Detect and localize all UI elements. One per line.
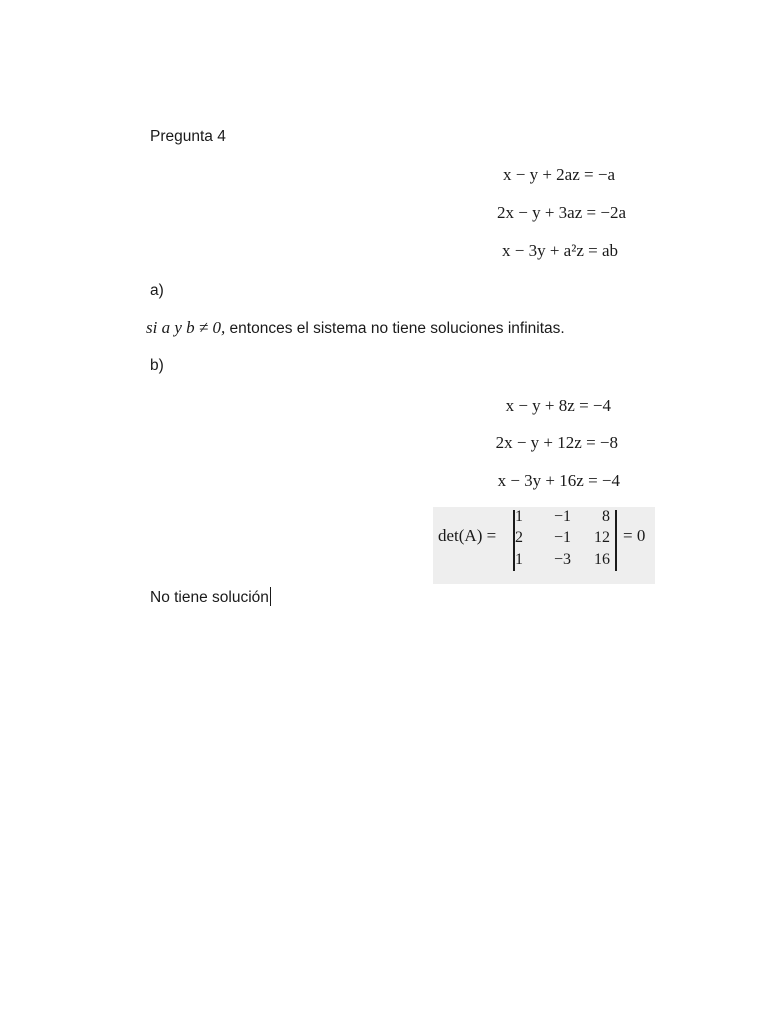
part-b-label: b) [150, 357, 164, 374]
matrix-cell: 16 [594, 551, 610, 568]
equation-1-2: 2x − y + 3az = −2a [497, 203, 626, 222]
equation-1-3: x − 3y + a²z = ab [502, 241, 618, 260]
part-a-label: a) [150, 282, 164, 299]
matrix-cell: −1 [553, 529, 571, 546]
equation-2-1: x − y + 8z = −4 [505, 396, 611, 415]
matrix-right-bar [615, 510, 617, 571]
matrix-cell: −1 [553, 508, 571, 525]
part-a-statement: entonces el sistema no tiene soluciones infinitas. [229, 320, 565, 337]
equation-1-1: x − y + 2az = −a [503, 165, 615, 184]
question-title: Pregunta 4 [150, 128, 226, 145]
matrix-cell: −3 [553, 551, 571, 568]
text-cursor [270, 587, 271, 606]
part-a-math-condition: si a y b ≠ 0, [146, 318, 226, 337]
conclusion-line [150, 587, 271, 607]
part-a-statement-line [146, 318, 565, 338]
determinant-result: = 0 [623, 526, 646, 545]
conclusion-text: No tiene solución [150, 589, 269, 606]
matrix-cell: 2 [515, 529, 523, 546]
matrix-cell: 8 [602, 508, 610, 525]
equation-2-2: 2x − y + 12z = −8 [495, 433, 618, 452]
matrix-cell: 12 [594, 529, 610, 546]
matrix-cell: 1 [515, 508, 523, 525]
determinant-label: det(A) = [438, 526, 497, 545]
matrix-cell: 1 [515, 551, 523, 568]
equation-2-3: x − 3y + 16z = −4 [497, 471, 620, 490]
determinant-equation [433, 507, 655, 584]
